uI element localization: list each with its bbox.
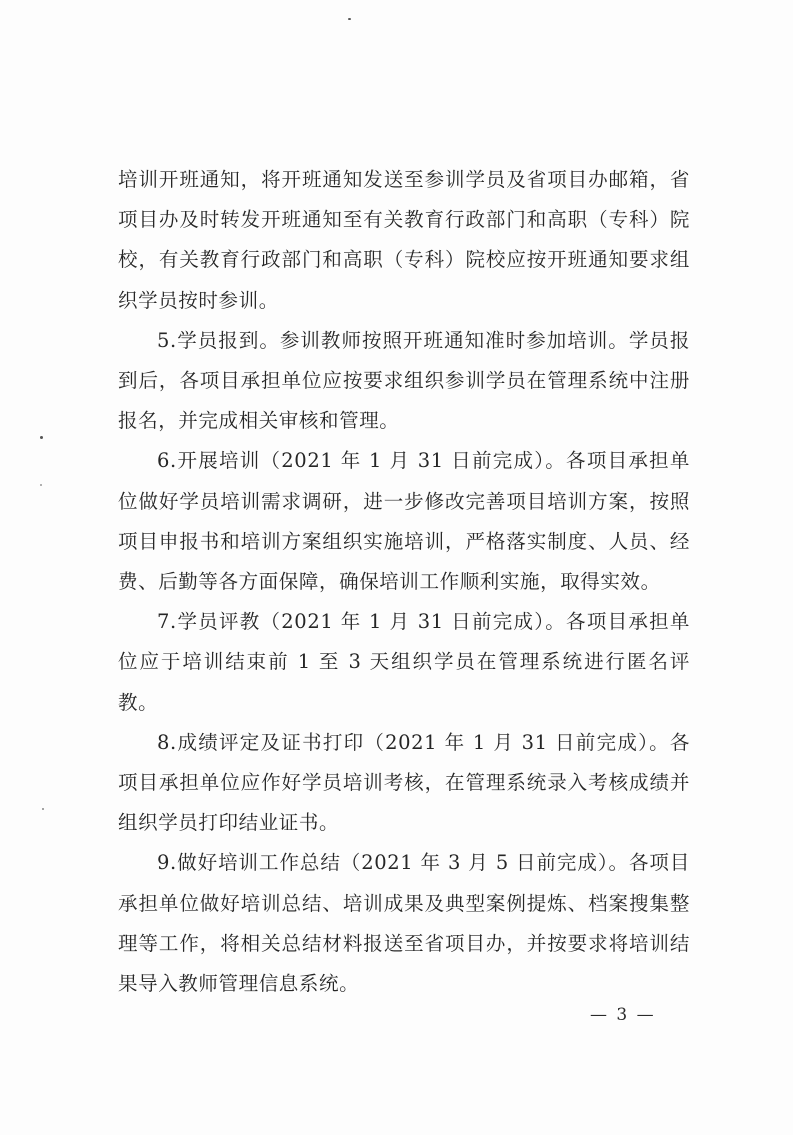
- body-text: [118, 160, 690, 1004]
- scan-speck: [40, 436, 43, 439]
- scan-speck: [348, 18, 351, 20]
- page-number: — 3 —: [590, 1005, 656, 1025]
- paragraph-item-6: 6.开展培训（2021 年 1 月 31 日前完成）。各项目承担单位做好学员培训需求调研，进一步修改完善项目培训方案，按照项目申报书和培训方案组织实施培训，严格落实制度、人员、经费、后勤等各方面保障，确保培训工作顺利实施，取得实效。: [118, 449, 690, 594]
- scan-speck: [40, 484, 42, 486]
- paragraph-item-9: 9.做好培训工作总结（2021 年 3 月 5 日前完成）。各项目承担单位做好培训总结、培训成果及典型案例提炼、档案搜集整理等工作，将相关总结材料报送至省项目办，并按要求将培训结果导入教师管理信息系统。: [118, 851, 690, 996]
- scan-speck: [42, 808, 44, 810]
- paragraph-training-notice: 培训开班通知，将开班通知发送至参训学员及省项目办邮箱，省项目办及时转发开班通知至有关教育行政部门和高职（专科）院校，有关教育行政部门和高职（专科）院校应按开班通知要求组织学员按时参训。: [118, 168, 690, 312]
- paragraph-item-8: 8.成绩评定及证书打印（2021 年 1 月 31 日前完成）。各项目承担单位应作好学员培训考核，在管理系统录入考核成绩并组织学员打印结业证书。: [118, 730, 690, 835]
- paragraph-item-7: 7.学员评教（2021 年 1 月 31 日前完成）。各项目承担单位应于培训结束前 1 至 3 天组织学员在管理系统进行匿名评教。: [118, 610, 690, 714]
- paragraph-item-5: 5.学员报到。参训教师按照开班通知准时参加培训。学员报到后，各项目承担单位应按要求组织参训学员在管理系统中注册报名，并完成相关审核和管理。: [118, 328, 690, 433]
